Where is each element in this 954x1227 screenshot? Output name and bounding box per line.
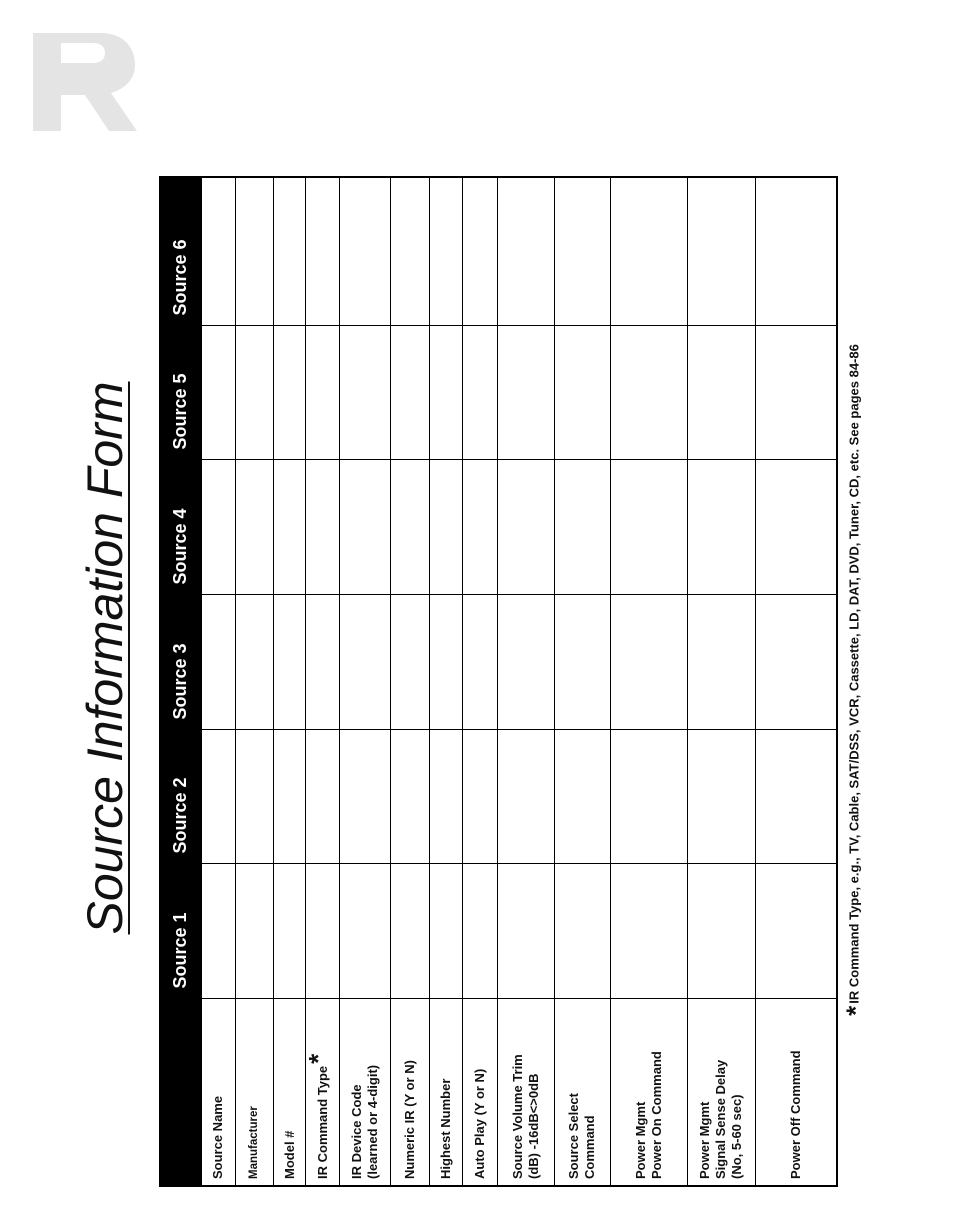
entry-cell-source-2[interactable] <box>497 730 554 864</box>
entry-cell-source-4[interactable] <box>756 460 837 595</box>
entry-cell-source-6[interactable] <box>610 177 687 326</box>
entry-cell-source-5[interactable] <box>273 326 306 460</box>
source-information-table-wrapper <box>159 178 838 1187</box>
entry-cell-source-5[interactable] <box>390 326 430 460</box>
entry-cell-source-6[interactable] <box>201 177 236 326</box>
table-row <box>497 177 554 1186</box>
entry-cell-source-3[interactable] <box>497 595 554 730</box>
entry-cell-source-4[interactable] <box>236 460 274 595</box>
entry-cell-source-2[interactable] <box>756 730 837 864</box>
entry-cell-source-3[interactable] <box>306 595 340 730</box>
table-header-row <box>160 177 201 1186</box>
entry-cell-source-1[interactable] <box>756 864 837 999</box>
entry-cell-source-4[interactable] <box>430 460 463 595</box>
table-row <box>610 177 687 1186</box>
row-label-line: Highest Number <box>438 1078 454 1179</box>
row-label-line: IR Command Type <box>314 1065 330 1179</box>
table-row <box>201 177 236 1186</box>
row-label <box>390 999 430 1186</box>
footnote-text: IR Command Type, e.g., TV, Cable, SAT/DSS, VCR, Cassette, LD, DAT, DVD, Tuner, CD, etc. See pages 84-86 <box>846 344 862 1004</box>
footnote-marker-asterisk: * <box>302 1053 333 1064</box>
entry-cell-source-1[interactable] <box>306 864 340 999</box>
entry-cell-source-5[interactable] <box>201 326 236 460</box>
row-label-line: Source Select <box>566 1093 582 1179</box>
entry-cell-source-3[interactable] <box>339 595 390 730</box>
row-label-line: Auto Play (Y or N) <box>471 1068 487 1179</box>
row-label <box>430 999 463 1186</box>
table-corner-cell <box>160 999 201 1186</box>
entry-cell-source-3[interactable] <box>236 595 274 730</box>
column-header-source-4: Source 4 <box>160 460 201 595</box>
entry-cell-source-6[interactable] <box>236 177 274 326</box>
entry-cell-source-5[interactable] <box>687 326 755 460</box>
footnote-asterisk: * <box>840 1005 871 1016</box>
page-title: Source Information Form <box>77 381 133 935</box>
entry-cell-source-3[interactable] <box>462 595 497 730</box>
row-label <box>236 999 274 1186</box>
entry-cell-source-4[interactable] <box>497 460 554 595</box>
entry-cell-source-6[interactable] <box>430 177 463 326</box>
entry-cell-source-2[interactable] <box>462 730 497 864</box>
entry-cell-source-2[interactable] <box>390 730 430 864</box>
column-header-source-1: Source 1 <box>160 864 201 999</box>
entry-cell-source-6[interactable] <box>306 177 340 326</box>
entry-cell-source-1[interactable] <box>554 864 610 999</box>
entry-cell-source-6[interactable] <box>339 177 390 326</box>
row-label-line: Power Mgmt <box>697 1101 713 1179</box>
entry-cell-source-6[interactable] <box>390 177 430 326</box>
table-body <box>201 177 837 1186</box>
row-label <box>201 999 236 1186</box>
row-label-line: (No, 5-60 sec) <box>729 1094 745 1179</box>
entry-cell-source-5[interactable] <box>610 326 687 460</box>
row-label <box>339 999 390 1186</box>
entry-cell-source-2[interactable] <box>273 730 306 864</box>
entry-cell-source-3[interactable] <box>390 595 430 730</box>
row-label <box>497 999 554 1186</box>
entry-cell-source-2[interactable] <box>687 730 755 864</box>
entry-cell-source-3[interactable] <box>610 595 687 730</box>
column-header-source-5: Source 5 <box>160 326 201 460</box>
row-label-line: Source Volume Trim <box>509 1054 525 1179</box>
entry-cell-source-4[interactable] <box>339 460 390 595</box>
footnote <box>841 344 872 1016</box>
brand-r-logo-icon <box>33 33 137 131</box>
entry-cell-source-1[interactable] <box>201 864 236 999</box>
entry-cell-source-1[interactable] <box>462 864 497 999</box>
entry-cell-source-4[interactable] <box>273 460 306 595</box>
entry-cell-source-3[interactable] <box>273 595 306 730</box>
entry-cell-source-4[interactable] <box>390 460 430 595</box>
entry-cell-source-1[interactable] <box>687 864 755 999</box>
entry-cell-source-3[interactable] <box>201 595 236 730</box>
entry-cell-source-5[interactable] <box>497 326 554 460</box>
entry-cell-source-4[interactable] <box>201 460 236 595</box>
entry-cell-source-1[interactable] <box>430 864 463 999</box>
table-row <box>462 177 497 1186</box>
row-label-line: Numeric IR (Y or N) <box>402 1060 418 1179</box>
entry-cell-source-1[interactable] <box>610 864 687 999</box>
entry-cell-source-1[interactable] <box>497 864 554 999</box>
row-label <box>756 999 837 1186</box>
entry-cell-source-5[interactable] <box>462 326 497 460</box>
entry-cell-source-6[interactable] <box>497 177 554 326</box>
table-row <box>390 177 430 1186</box>
row-label-line: Power Mgmt <box>632 1101 648 1179</box>
row-label <box>687 999 755 1186</box>
entry-cell-source-4[interactable] <box>306 460 340 595</box>
entry-cell-source-6[interactable] <box>554 177 610 326</box>
table-row <box>236 177 274 1186</box>
entry-cell-source-5[interactable] <box>554 326 610 460</box>
row-label-line: Command <box>582 1115 598 1179</box>
entry-cell-source-6[interactable] <box>462 177 497 326</box>
row-label-line: Signal Sense Delay <box>713 1059 729 1179</box>
table-row <box>756 177 837 1186</box>
entry-cell-source-3[interactable] <box>756 595 837 730</box>
entry-cell-source-1[interactable] <box>339 864 390 999</box>
entry-cell-source-2[interactable] <box>306 730 340 864</box>
row-label-line: Source Name <box>210 1095 226 1179</box>
row-label <box>554 999 610 1186</box>
entry-cell-source-3[interactable] <box>687 595 755 730</box>
entry-cell-source-4[interactable] <box>554 460 610 595</box>
row-label <box>462 999 497 1186</box>
table-row <box>430 177 463 1186</box>
entry-cell-source-5[interactable] <box>430 326 463 460</box>
entry-cell-source-5[interactable] <box>236 326 274 460</box>
entry-cell-source-1[interactable] <box>390 864 430 999</box>
source-information-table <box>159 176 838 1187</box>
column-header-source-6: Source 6 <box>160 177 201 326</box>
row-label-line: Manufacturer <box>248 1106 261 1179</box>
entry-cell-source-6[interactable] <box>756 177 837 326</box>
entry-cell-source-2[interactable] <box>430 730 463 864</box>
entry-cell-source-2[interactable] <box>554 730 610 864</box>
column-header-source-2: Source 2 <box>160 730 201 864</box>
entry-cell-source-2[interactable] <box>236 730 274 864</box>
table-row <box>273 177 306 1186</box>
entry-cell-source-2[interactable] <box>339 730 390 864</box>
entry-cell-source-4[interactable] <box>610 460 687 595</box>
row-label <box>610 999 687 1186</box>
table-row <box>339 177 390 1186</box>
row-label <box>302 999 340 1186</box>
table-row <box>554 177 610 1186</box>
entry-cell-source-2[interactable] <box>201 730 236 864</box>
entry-cell-source-2[interactable] <box>610 730 687 864</box>
column-header-source-3: Source 3 <box>160 595 201 730</box>
row-label-line: IR Device Code <box>348 1084 364 1179</box>
table-row <box>687 177 755 1186</box>
row-label-line: (learned or 4-digit) <box>364 1064 380 1179</box>
entry-cell-source-3[interactable] <box>554 595 610 730</box>
entry-cell-source-5[interactable] <box>756 326 837 460</box>
entry-cell-source-3[interactable] <box>430 595 463 730</box>
entry-cell-source-1[interactable] <box>236 864 274 999</box>
entry-cell-source-4[interactable] <box>687 460 755 595</box>
entry-cell-source-5[interactable] <box>339 326 390 460</box>
row-label-line: Model # <box>281 1130 297 1179</box>
table-row <box>306 177 340 1186</box>
entry-cell-source-4[interactable] <box>462 460 497 595</box>
row-label-line: Power Off Command <box>788 1050 803 1179</box>
row-label <box>273 999 306 1186</box>
entry-cell-source-5[interactable] <box>306 326 340 460</box>
entry-cell-source-6[interactable] <box>273 177 306 326</box>
row-label-line: Power On Command <box>648 1051 664 1179</box>
entry-cell-source-6[interactable] <box>687 177 755 326</box>
entry-cell-source-1[interactable] <box>273 864 306 999</box>
row-label-line: (dB) -16dB<>0dB <box>525 1073 541 1179</box>
